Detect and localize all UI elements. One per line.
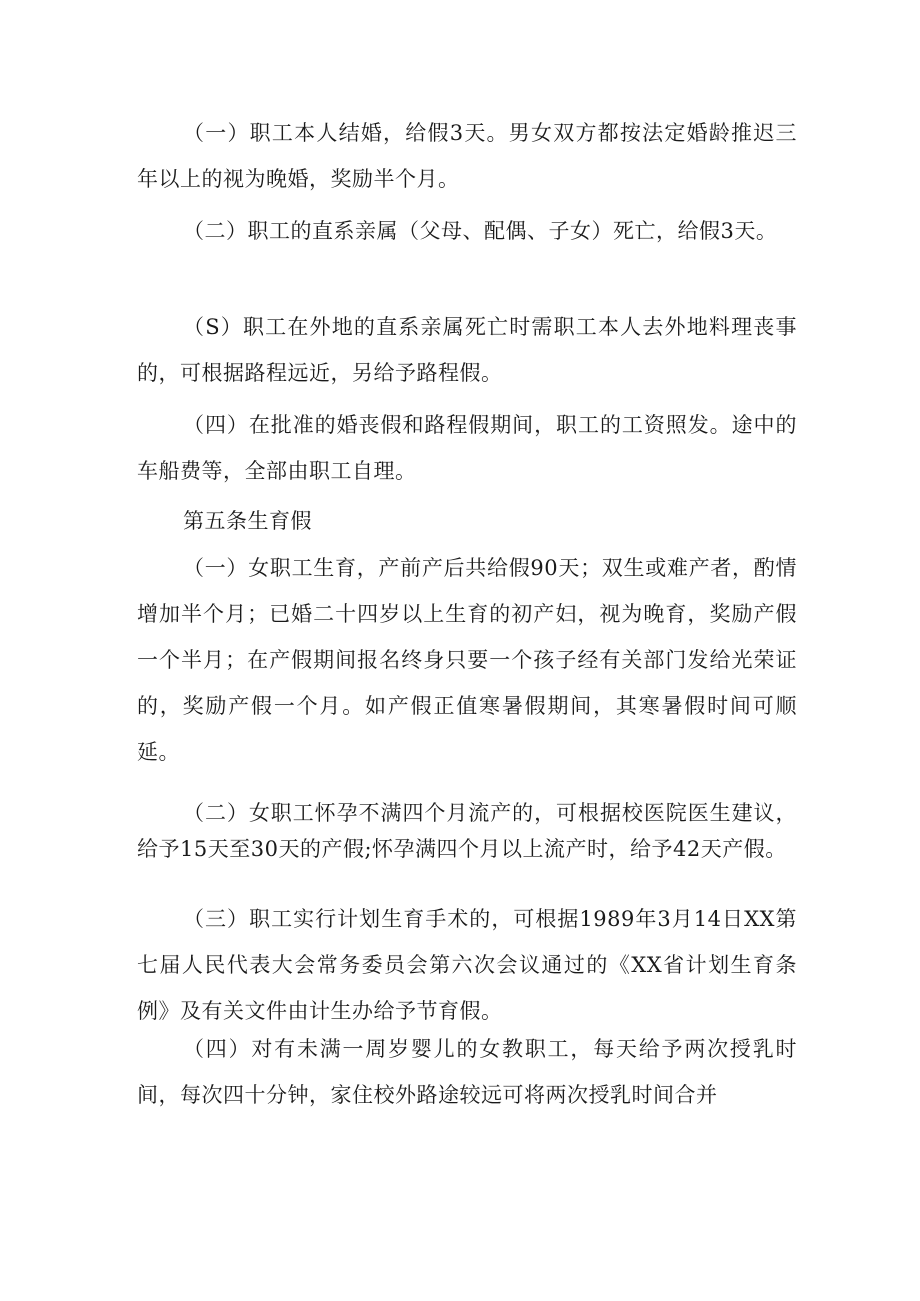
paragraph-maternity-leave: （一）女职工生育，产前产后共给假90天；双生或难产者，酌情增加半个月；已婚二十四岁以上生育的初产妇，视为晚育，奖励产假一个半月；在产假期间报名终身只要一个孩子经有关部门发给光荣证的，奖励产假一个月。如产假正值寒暑假期间，其寒暑假时间可顺延。 [137,556,797,764]
paragraph-family-planning-leave: （三）职工实行计划生育手术的，可根据1989年3月14日XX第七届人民代表大会常务委员会第六次会议通过的《XX省计划生育条例》及有关文件由计生办给予节育假。 [137,907,797,1023]
paragraph-miscarriage-leave: （二）女职工怀孕不满四个月流产的，可根据校医院医生建议，给予15天至30天的产假;怀孕满四个月以上流产时，给予42天产假。 [137,801,797,861]
paragraph-bereavement-leave: （二）职工的直系亲属（父母、配偶、子女）死亡，给假3天。 [183,219,778,243]
paragraph-leave-wages: （四）在批准的婚丧假和路程假期间，职工的工资照发。途中的车船费等，全部由职工自理。 [137,413,797,483]
paragraph-marriage-leave: （一）职工本人结婚，给假3天。男女双方都按法定婚龄推迟三年以上的视为晚婚，奖励半个月。 [137,121,797,191]
section-heading-maternity-leave: 第五条生育假 [183,509,312,533]
paragraph-nursing-time: （四）对有未满一周岁婴儿的女教职工，每天给予两次授乳时间，每次四十分钟，家住校外路途较远可将两次授乳时间合并 [137,1037,797,1107]
paragraph-travel-leave: （S）职工在外地的直系亲属死亡时需职工本人去外地料理丧事的，可根据路程远近，另给予路程假。 [137,315,797,385]
